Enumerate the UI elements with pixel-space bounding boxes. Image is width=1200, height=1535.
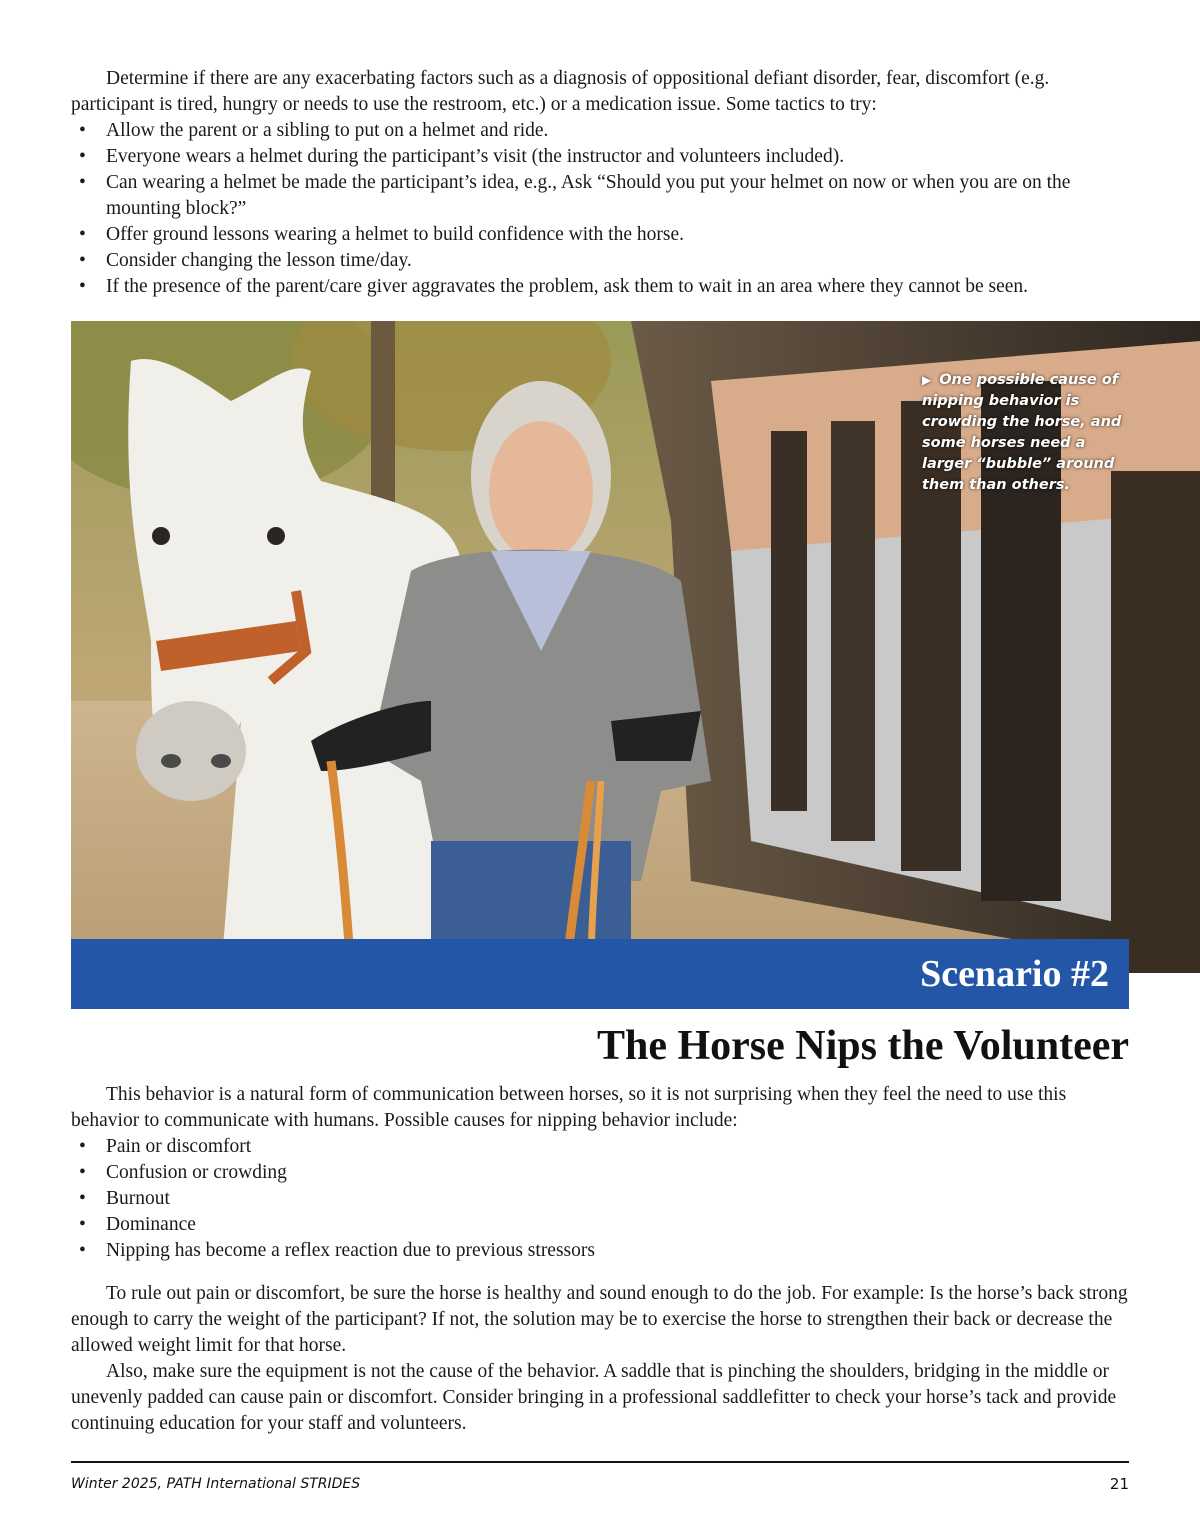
caption-text: One possible cause of nipping behavior is crowding the horse, and some horses need a larger “bubble” around them than others. [922, 372, 1122, 493]
list-item: • If the presence of the parent/care giver aggravates the problem, ask them to wait in an area where they cannot be seen. [71, 274, 1131, 300]
scenario-banner-label: Scenario #2 [920, 953, 1109, 995]
list-item: • Pain or discomfort [71, 1134, 1131, 1160]
equipment-paragraph: Also, make sure the equipment is not the cause of the behavior. A saddle that is pinching the shoulders, bridging in the middle or unevenly padded can cause pain or discomfort. Consider bringing in a professional saddlefitter to check your horse’s tack and provide continuing education for your staff and volunteers. [71, 1361, 1117, 1434]
list-item: • Consider changing the lesson time/day. [71, 248, 1131, 274]
intro-paragraph: Determine if there are any exacerbating factors such as a diagnosis of oppositional defiant disorder, fear, discomfort (e.g. participant is tired, hungry or needs to use the restroom, etc.) or a medication issue. Some tactics to try: [71, 68, 1050, 115]
photo-caption [922, 370, 1122, 496]
scenario-intro-paragraph: This behavior is a natural form of communication between horses, so it is not surprising when they feel the need to use this behavior to communicate with humans. Possible causes for nipping behavior include: [71, 1084, 1067, 1131]
scenario-title: The Horse Nips the Volunteer [596, 1023, 1129, 1069]
intro-section [71, 66, 1131, 300]
pain-paragraph: To rule out pain or discomfort, be sure the horse is healthy and sound enough to do the job. For example: Is the horse’s back strong enough to carry the weight of the participant? If not, the solution may be to exercise the horse to strengthen their back or decrease the allowed weight limit for that horse. [71, 1283, 1128, 1356]
list-item: • Confusion or crowding [71, 1160, 1131, 1186]
list-item: • Dominance [71, 1212, 1131, 1238]
footer-publication: Winter 2025, PATH International STRIDES [71, 1476, 361, 1492]
causes-list [71, 1134, 1131, 1264]
footer-divider [71, 1461, 1129, 1463]
arrow-right-icon: ▶ [922, 373, 932, 387]
list-item: • Allow the parent or a sibling to put on a helmet and ride. [71, 118, 1131, 144]
tactics-list [71, 118, 1131, 300]
scenario-body-section [71, 1281, 1131, 1437]
scenario-banner [71, 939, 1129, 1009]
list-item: • Can wearing a helmet be made the participant’s idea, e.g., Ask “Should you put your helmet on now or when you are on the mounting block?” [71, 170, 1131, 222]
page-number: 21 [1109, 1475, 1129, 1493]
list-item: • Burnout [71, 1186, 1131, 1212]
scenario-intro-section [71, 1082, 1131, 1264]
list-item: • Everyone wears a helmet during the participant’s visit (the instructor and volunteers included). [71, 144, 1131, 170]
list-item: • Offer ground lessons wearing a helmet to build confidence with the horse. [71, 222, 1131, 248]
list-item: • Nipping has become a reflex reaction due to previous stressors [71, 1238, 1131, 1264]
